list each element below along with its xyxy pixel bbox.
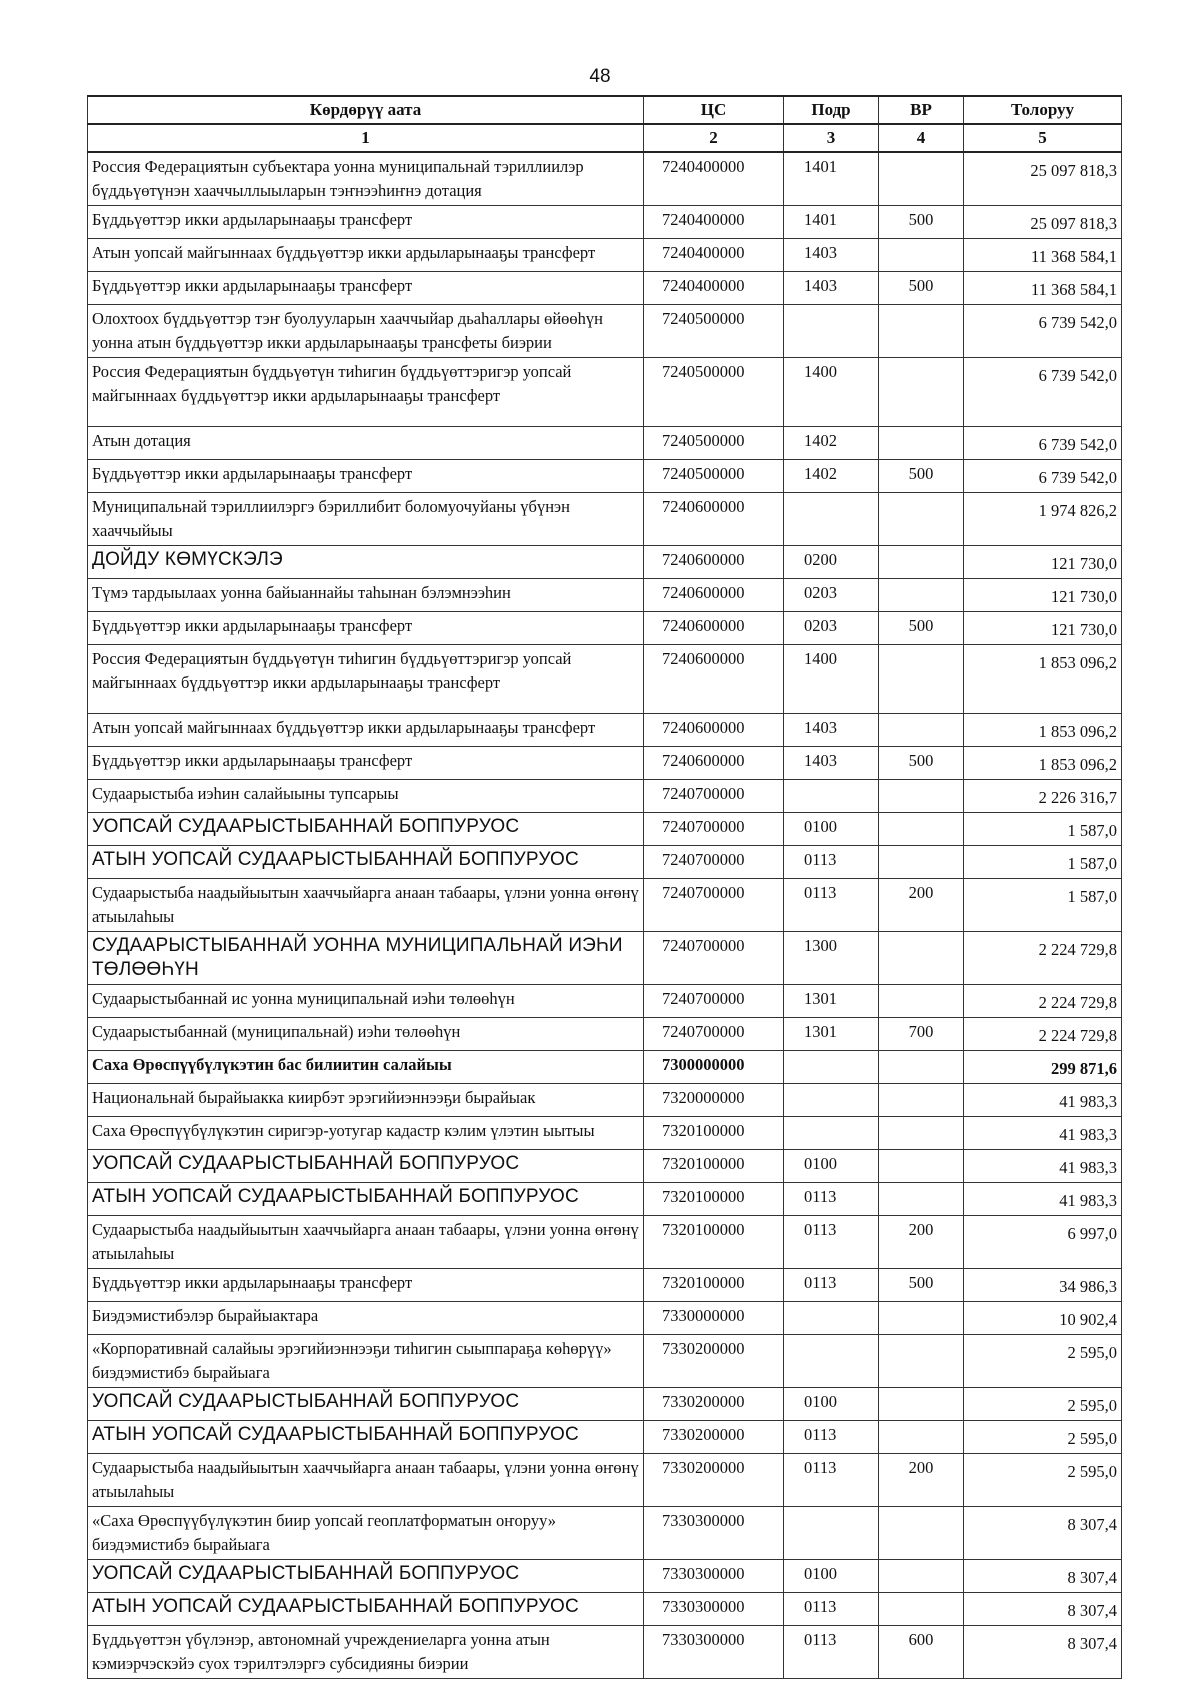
row-name: УОПСАЙ СУДААРЫСТЫБАННАЙ БОППУРУОС: [88, 813, 644, 846]
row-name: «Саха Өрөспүүбүлүкэтин биир уопсай геоплатформатын оҥоруу» биэдэмистибэ бырайыага: [88, 1507, 644, 1560]
row-amount: 41 983,3: [964, 1183, 1122, 1216]
row-name: Судаарыстыба иэһин салайыыны тупсарыы: [88, 780, 644, 813]
row-podr-code: 0113: [784, 846, 879, 879]
row-podr-code: [784, 1335, 879, 1388]
row-cs-code: 7320100000: [644, 1216, 784, 1269]
row-cs-code: 7330300000: [644, 1626, 784, 1679]
table-row: [88, 932, 1122, 985]
row-vr-code: [879, 1302, 964, 1335]
row-podr-code: 1403: [784, 272, 879, 305]
row-vr-code: [879, 1117, 964, 1150]
row-podr-code: 0203: [784, 579, 879, 612]
row-name: Бүддьүөттэр икки ардыларынааҕы трансферт: [88, 272, 644, 305]
row-podr-code: 1402: [784, 460, 879, 493]
row-name: Бүддьүөттэр икки ардыларынааҕы трансферт: [88, 460, 644, 493]
row-amount: 1 853 096,2: [964, 714, 1122, 747]
row-cs-code: 7240500000: [644, 427, 784, 460]
row-amount: 2 224 729,8: [964, 985, 1122, 1018]
row-vr-code: [879, 985, 964, 1018]
row-vr-code: [879, 1183, 964, 1216]
row-cs-code: 7320100000: [644, 1269, 784, 1302]
row-cs-code: 7240600000: [644, 579, 784, 612]
row-cs-code: 7240600000: [644, 612, 784, 645]
row-amount: 1 853 096,2: [964, 747, 1122, 780]
row-amount: 25 097 818,3: [964, 206, 1122, 239]
row-vr-code: [879, 1150, 964, 1183]
header-vr: ВР: [879, 96, 964, 124]
row-amount: 6 997,0: [964, 1216, 1122, 1269]
row-amount: 8 307,4: [964, 1560, 1122, 1593]
header-amount: Толоруу: [964, 96, 1122, 124]
header-name: Көрдөрүү аата: [88, 96, 644, 124]
table-row: [88, 1302, 1122, 1335]
table-row: [88, 1626, 1122, 1679]
row-cs-code: 7240700000: [644, 932, 784, 985]
row-name: Судаарыстыба наадыйыытын хааччыйарга анаан табаары, үлэни уонна өҥөнү атыылаһыы: [88, 1454, 644, 1507]
table-row: [88, 1150, 1122, 1183]
row-vr-code: [879, 152, 964, 206]
page-number: 48: [589, 66, 611, 87]
row-cs-code: 7300000000: [644, 1051, 784, 1084]
row-name: Бүддьүөттэн үбүлэнэр, автономнай учреждениеларга уонна атын кэмиэрчэскэйэ суох тэрилтэлэргэ субсидияны биэрии: [88, 1626, 644, 1679]
row-amount: 8 307,4: [964, 1626, 1122, 1679]
row-cs-code: 7240500000: [644, 358, 784, 427]
row-cs-code: 7240400000: [644, 239, 784, 272]
row-amount: 2 224 729,8: [964, 932, 1122, 985]
table-row: [88, 1117, 1122, 1150]
row-podr-code: 1403: [784, 714, 879, 747]
row-amount: 6 739 542,0: [964, 427, 1122, 460]
row-amount: 41 983,3: [964, 1150, 1122, 1183]
row-amount: 2 226 316,7: [964, 780, 1122, 813]
row-vr-code: 200: [879, 879, 964, 932]
row-amount: 10 902,4: [964, 1302, 1122, 1335]
row-vr-code: [879, 1421, 964, 1454]
row-vr-code: 500: [879, 612, 964, 645]
row-vr-code: [879, 846, 964, 879]
table-row: [88, 780, 1122, 813]
row-podr-code: 0113: [784, 1626, 879, 1679]
row-amount: 6 739 542,0: [964, 460, 1122, 493]
row-name: УОПСАЙ СУДААРЫСТЫБАННАЙ БОППУРУОС: [88, 1150, 644, 1183]
row-name: Атын дотация: [88, 427, 644, 460]
table-row: [88, 493, 1122, 546]
row-amount: 6 739 542,0: [964, 305, 1122, 358]
row-podr-code: 1301: [784, 1018, 879, 1051]
header-number: 2: [644, 124, 784, 152]
row-vr-code: 500: [879, 206, 964, 239]
row-vr-code: [879, 1593, 964, 1626]
row-vr-code: [879, 1560, 964, 1593]
row-name: Россия Федерациятын бүддьүөтүн тиһигин бүддьүөттэригэр уопсай майгыннаах бүддьүөттэр икки ардыларынааҕы трансферт: [88, 645, 644, 714]
row-cs-code: 7320100000: [644, 1183, 784, 1216]
row-cs-code: 7240700000: [644, 1018, 784, 1051]
row-cs-code: 7240400000: [644, 152, 784, 206]
header-cs: ЦС: [644, 96, 784, 124]
row-podr-code: 1400: [784, 645, 879, 714]
row-cs-code: 7330200000: [644, 1335, 784, 1388]
table-row: [88, 714, 1122, 747]
table-row: [88, 1084, 1122, 1117]
row-podr-code: 1400: [784, 358, 879, 427]
row-vr-code: [879, 932, 964, 985]
table-row: [88, 546, 1122, 579]
row-name: Биэдэмистибэлэр бырайыактара: [88, 1302, 644, 1335]
row-vr-code: [879, 1335, 964, 1388]
row-podr-code: [784, 1084, 879, 1117]
row-podr-code: 0113: [784, 1421, 879, 1454]
row-podr-code: 0113: [784, 1183, 879, 1216]
row-name: Бүддьүөттэр икки ардыларынааҕы трансферт: [88, 1269, 644, 1302]
row-cs-code: 7330000000: [644, 1302, 784, 1335]
row-podr-code: [784, 1302, 879, 1335]
row-name: Саха Өрөспүүбүлүкэтин сиригэр-уотугар кадастр кэлим үлэтин ыытыы: [88, 1117, 644, 1150]
row-amount: 41 983,3: [964, 1117, 1122, 1150]
row-amount: 8 307,4: [964, 1593, 1122, 1626]
header-number: 1: [88, 124, 644, 152]
row-cs-code: 7240600000: [644, 493, 784, 546]
table-row: [88, 358, 1122, 427]
row-podr-code: [784, 305, 879, 358]
row-podr-code: 1402: [784, 427, 879, 460]
row-vr-code: 600: [879, 1626, 964, 1679]
row-podr-code: 1300: [784, 932, 879, 985]
table-row: [88, 1507, 1122, 1560]
budget-table: [87, 95, 1122, 1679]
row-vr-code: 500: [879, 460, 964, 493]
row-vr-code: [879, 493, 964, 546]
row-amount: 299 871,6: [964, 1051, 1122, 1084]
row-cs-code: 7320000000: [644, 1084, 784, 1117]
row-vr-code: [879, 1388, 964, 1421]
row-podr-code: [784, 1051, 879, 1084]
header-number-row: [88, 124, 1122, 152]
table-row: [88, 579, 1122, 612]
row-name: АТЫН УОПСАЙ СУДААРЫСТЫБАННАЙ БОППУРУОС: [88, 1421, 644, 1454]
row-podr-code: 1301: [784, 985, 879, 1018]
row-amount: 1 587,0: [964, 846, 1122, 879]
row-vr-code: 500: [879, 272, 964, 305]
row-vr-code: [879, 358, 964, 427]
row-amount: 11 368 584,1: [964, 239, 1122, 272]
row-name: Бүддьүөттэр икки ардыларынааҕы трансферт: [88, 206, 644, 239]
row-podr-code: 0113: [784, 1454, 879, 1507]
row-name: Судаарыстыба наадыйыытын хааччыйарга анаан табаары, үлэни уонна өҥөнү атыылаһыы: [88, 1216, 644, 1269]
row-podr-code: 0113: [784, 879, 879, 932]
row-vr-code: 500: [879, 747, 964, 780]
row-amount: 2 595,0: [964, 1335, 1122, 1388]
row-name: Олохтоох бүддьүөттэр тэҥ буолууларын хааччыйар дьаһаллары өйөөһүн уонна атын бүддьүөттэр икки ардыларынааҕы трансфеты биэрии: [88, 305, 644, 358]
row-vr-code: [879, 1084, 964, 1117]
row-cs-code: 7240700000: [644, 780, 784, 813]
row-vr-code: [879, 645, 964, 714]
row-podr-code: 1401: [784, 152, 879, 206]
row-amount: 41 983,3: [964, 1084, 1122, 1117]
row-amount: 2 224 729,8: [964, 1018, 1122, 1051]
row-amount: 1 587,0: [964, 879, 1122, 932]
row-vr-code: 700: [879, 1018, 964, 1051]
row-vr-code: [879, 546, 964, 579]
row-name: Судаарыстыбаннай ис уонна муниципальнай иэһи төлөөһүн: [88, 985, 644, 1018]
row-podr-code: 0113: [784, 1269, 879, 1302]
table-row: [88, 879, 1122, 932]
row-amount: 121 730,0: [964, 546, 1122, 579]
row-amount: 1 853 096,2: [964, 645, 1122, 714]
table-row: [88, 427, 1122, 460]
row-cs-code: 7240500000: [644, 305, 784, 358]
row-podr-code: [784, 1117, 879, 1150]
row-name: Россия Федерациятын субъектара уонна муниципальнай тэриллиилэр бүддьүөтүнэн хааччыллыыларын тэҥнээһиҥнэ дотация: [88, 152, 644, 206]
table-row: [88, 1183, 1122, 1216]
row-name: СУДААРЫСТЫБАННАЙ УОННА МУНИЦИПАЛЬНАЙ ИЭҺИ ТӨЛӨӨҺҮН: [88, 932, 644, 985]
row-cs-code: 7240600000: [644, 714, 784, 747]
row-name: «Корпоративнай салайыы эрэгийиэннээҕи тиһигин сыыппараҕа көһөрүү» биэдэмистибэ бырайыага: [88, 1335, 644, 1388]
row-vr-code: [879, 714, 964, 747]
table-row: [88, 645, 1122, 714]
row-vr-code: [879, 427, 964, 460]
row-cs-code: 7240700000: [644, 813, 784, 846]
row-cs-code: 7320100000: [644, 1150, 784, 1183]
row-cs-code: 7330200000: [644, 1421, 784, 1454]
row-cs-code: 7240500000: [644, 460, 784, 493]
row-name: Бүддьүөттэр икки ардыларынааҕы трансферт: [88, 612, 644, 645]
table-row: [88, 1388, 1122, 1421]
table-row: [88, 305, 1122, 358]
table-row: [88, 1335, 1122, 1388]
row-amount: 2 595,0: [964, 1388, 1122, 1421]
row-amount: 2 595,0: [964, 1421, 1122, 1454]
row-name: Саха Өрөспүүбүлүкэтин бас билиитин салайыы: [88, 1051, 644, 1084]
row-amount: 121 730,0: [964, 579, 1122, 612]
row-cs-code: 7240600000: [644, 645, 784, 714]
row-name: Муниципальнай тэриллиилэргэ бэриллибит боломуочуйаны үбүнэн хааччыйыы: [88, 493, 644, 546]
row-vr-code: [879, 813, 964, 846]
row-cs-code: 7330300000: [644, 1507, 784, 1560]
row-amount: 34 986,3: [964, 1269, 1122, 1302]
table-row: [88, 239, 1122, 272]
row-vr-code: [879, 239, 964, 272]
row-name: Атын уопсай майгыннаах бүддьүөттэр икки ардыларынааҕы трансферт: [88, 714, 644, 747]
row-amount: 8 307,4: [964, 1507, 1122, 1560]
row-amount: 1 587,0: [964, 813, 1122, 846]
row-name: АТЫН УОПСАЙ СУДААРЫСТЫБАННАЙ БОППУРУОС: [88, 846, 644, 879]
header-number: 5: [964, 124, 1122, 152]
table-row: [88, 747, 1122, 780]
table-row: [88, 1051, 1122, 1084]
table-row: [88, 460, 1122, 493]
header-number: 3: [784, 124, 879, 152]
row-amount: 2 595,0: [964, 1454, 1122, 1507]
row-cs-code: 7240700000: [644, 985, 784, 1018]
row-cs-code: 7240400000: [644, 272, 784, 305]
table-row: [88, 272, 1122, 305]
row-vr-code: 500: [879, 1269, 964, 1302]
row-name: Түмэ тардыылаах уонна байыаннайы таһынан бэлэмнээһин: [88, 579, 644, 612]
table-body: [88, 152, 1122, 1679]
row-cs-code: 7240700000: [644, 846, 784, 879]
row-podr-code: 0100: [784, 813, 879, 846]
row-name: Судаарыстыбаннай (муниципальнай) иэһи төлөөһүн: [88, 1018, 644, 1051]
table-row: [88, 1269, 1122, 1302]
row-vr-code: 200: [879, 1454, 964, 1507]
row-cs-code: 7240600000: [644, 747, 784, 780]
row-podr-code: 1401: [784, 206, 879, 239]
row-podr-code: 0113: [784, 1216, 879, 1269]
row-name: АТЫН УОПСАЙ СУДААРЫСТЫБАННАЙ БОППУРУОС: [88, 1593, 644, 1626]
header-row: [88, 96, 1122, 124]
table-row: [88, 1421, 1122, 1454]
row-podr-code: 0200: [784, 546, 879, 579]
header-podr: Подр: [784, 96, 879, 124]
row-podr-code: 1403: [784, 239, 879, 272]
row-podr-code: 0113: [784, 1593, 879, 1626]
table-row: [88, 612, 1122, 645]
row-vr-code: [879, 1051, 964, 1084]
table-row: [88, 1560, 1122, 1593]
table-row: [88, 985, 1122, 1018]
row-name: АТЫН УОПСАЙ СУДААРЫСТЫБАННАЙ БОППУРУОС: [88, 1183, 644, 1216]
row-cs-code: 7330200000: [644, 1454, 784, 1507]
row-name: Атын уопсай майгыннаах бүддьүөттэр икки ардыларынааҕы трансферт: [88, 239, 644, 272]
row-amount: 25 097 818,3: [964, 152, 1122, 206]
row-name: УОПСАЙ СУДААРЫСТЫБАННАЙ БОППУРУОС: [88, 1388, 644, 1421]
table-row: [88, 1018, 1122, 1051]
row-amount: 6 739 542,0: [964, 358, 1122, 427]
table-row: [88, 1593, 1122, 1626]
row-cs-code: 7330200000: [644, 1388, 784, 1421]
row-podr-code: 0100: [784, 1560, 879, 1593]
row-name: Национальнай бырайыакка киирбэт эрэгийиэннээҕи бырайыак: [88, 1084, 644, 1117]
row-podr-code: 0100: [784, 1388, 879, 1421]
row-amount: 121 730,0: [964, 612, 1122, 645]
table-row: [88, 152, 1122, 206]
header-number: 4: [879, 124, 964, 152]
row-podr-code: 0203: [784, 612, 879, 645]
row-podr-code: 0100: [784, 1150, 879, 1183]
row-cs-code: 7240400000: [644, 206, 784, 239]
row-cs-code: 7240700000: [644, 879, 784, 932]
table-row: [88, 206, 1122, 239]
row-name: УОПСАЙ СУДААРЫСТЫБАННАЙ БОППУРУОС: [88, 1560, 644, 1593]
row-cs-code: 7330300000: [644, 1560, 784, 1593]
row-name: Судаарыстыба наадыйыытын хааччыйарга анаан табаары, үлэни уонна өҥөнү атыылаһыы: [88, 879, 644, 932]
row-cs-code: 7330300000: [644, 1593, 784, 1626]
row-vr-code: [879, 305, 964, 358]
table-row: [88, 813, 1122, 846]
row-amount: 11 368 584,1: [964, 272, 1122, 305]
table-row: [88, 846, 1122, 879]
row-podr-code: [784, 493, 879, 546]
row-name: ДОЙДУ КӨМҮСКЭЛЭ: [88, 546, 644, 579]
row-name: Бүддьүөттэр икки ардыларынааҕы трансферт: [88, 747, 644, 780]
table-row: [88, 1216, 1122, 1269]
row-cs-code: 7240600000: [644, 546, 784, 579]
row-podr-code: [784, 780, 879, 813]
row-vr-code: [879, 579, 964, 612]
row-cs-code: 7320100000: [644, 1117, 784, 1150]
row-vr-code: [879, 1507, 964, 1560]
row-podr-code: 1403: [784, 747, 879, 780]
row-amount: 1 974 826,2: [964, 493, 1122, 546]
row-vr-code: 200: [879, 1216, 964, 1269]
row-vr-code: [879, 780, 964, 813]
row-name: Россия Федерациятын бүддьүөтүн тиһигин бүддьүөттэригэр уопсай майгыннаах бүддьүөттэр икки ардыларынааҕы трансферт: [88, 358, 644, 427]
table-row: [88, 1454, 1122, 1507]
row-podr-code: [784, 1507, 879, 1560]
